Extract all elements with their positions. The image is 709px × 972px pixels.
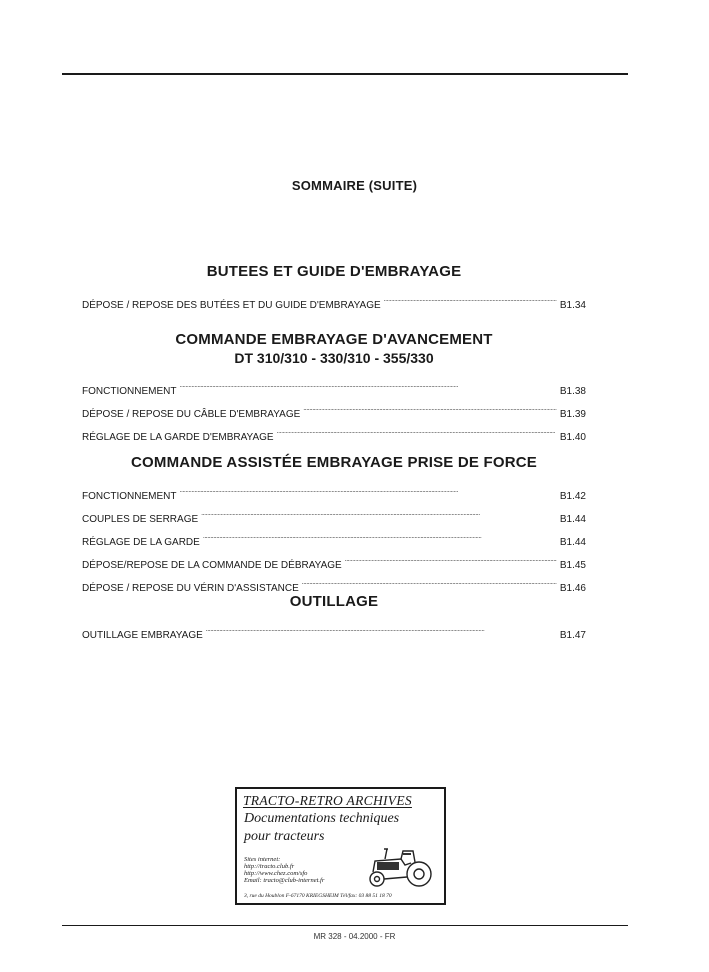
stamp-site-1: http://tracto.club.fr — [244, 863, 295, 870]
toc-entry-page: B1.45 — [559, 560, 586, 571]
toc-entry — [82, 482, 586, 505]
section-title: OUTILLAGE — [289, 593, 379, 610]
dot-leader — [206, 621, 557, 638]
toc-entry-page: B1.44 — [559, 537, 586, 548]
section-butees — [82, 262, 586, 314]
toc-entry — [82, 528, 586, 551]
dot-leader — [345, 551, 557, 568]
toc-list — [82, 377, 586, 446]
toc-list — [82, 621, 586, 644]
stamp-tagline-1: Documentations techniques — [244, 811, 400, 826]
toc-entry — [82, 505, 586, 528]
top-rule — [62, 73, 628, 75]
stamp-brand: TRACTO-RETRO ARCHIVES — [243, 793, 412, 808]
dot-leader — [179, 482, 556, 499]
toc-entry-page: B1.38 — [559, 386, 586, 397]
toc-entry-label: RÉGLAGE DE LA GARDE D'EMBRAYAGE — [82, 432, 274, 443]
dot-leader — [203, 528, 557, 545]
toc-entry-page: B1.46 — [559, 583, 586, 594]
tractor-icon — [359, 845, 439, 889]
stamp-address: 3, rue du Houblon F-67170 KRIEGSHEIM Tél/fax: 03 88 51 18 70 — [244, 893, 392, 899]
toc-list — [82, 482, 586, 597]
toc-entry — [82, 377, 586, 400]
stamp-tagline-2: pour tracteurs — [244, 829, 325, 844]
page-title: SOMMAIRE (SUITE) — [291, 178, 418, 193]
toc-entry-page: B1.42 — [559, 491, 586, 502]
archive-stamp — [235, 787, 446, 905]
stamp-sites-label: Sites internet: — [244, 856, 281, 863]
stamp-site-2: http://www.chez.com/sfo — [244, 870, 308, 877]
toc-entry-label: OUTILLAGE EMBRAYAGE — [82, 630, 203, 641]
toc-entry-page: B1.40 — [559, 432, 586, 443]
toc-entry-label: COUPLES DE SERRAGE — [82, 514, 199, 525]
section-title: BUTEES ET GUIDE D'EMBRAYAGE — [206, 263, 462, 280]
toc-entry-label: DÉPOSE/REPOSE DE LA COMMANDE DE DÉBRAYAGE — [82, 560, 342, 571]
section-subtitle: DT 310/310 - 330/310 - 355/330 — [234, 350, 434, 366]
dot-leader — [302, 574, 557, 591]
toc-list — [82, 291, 586, 314]
toc-entry — [82, 551, 586, 574]
bottom-rule — [62, 925, 628, 926]
toc-entry — [82, 423, 586, 446]
section-commande-avancement — [82, 330, 586, 446]
toc-entry-label: DÉPOSE / REPOSE DU CÂBLE D'EMBRAYAGE — [82, 409, 301, 420]
toc-entry-page: B1.34 — [559, 300, 586, 311]
toc-entry-page: B1.47 — [559, 630, 586, 641]
section-title: COMMANDE EMBRAYAGE D'AVANCEMENT — [175, 331, 493, 348]
toc-entry-label: DÉPOSE / REPOSE DES BUTÉES ET DU GUIDE D'EMBRAYAGE — [82, 300, 381, 311]
section-commande-assistee — [82, 453, 586, 597]
toc-entry-label: FONCTIONNEMENT — [82, 386, 177, 397]
toc-entry — [82, 621, 586, 644]
toc-entry-label: RÉGLAGE DE LA GARDE — [82, 537, 200, 548]
toc-entry-label: FONCTIONNEMENT — [82, 491, 177, 502]
toc-entry — [82, 400, 586, 423]
section-outillage — [82, 592, 586, 644]
toc-entry-label: DÉPOSE / REPOSE DU VÉRIN D'ASSISTANCE — [82, 583, 299, 594]
dot-leader — [201, 505, 557, 522]
dot-leader — [303, 400, 557, 417]
toc-entry-page: B1.44 — [559, 514, 586, 525]
dot-leader — [179, 377, 556, 394]
dot-leader — [384, 291, 557, 308]
toc-entry-page: B1.39 — [559, 409, 586, 420]
stamp-email: Email: tracto@club-internet.fr — [244, 877, 325, 884]
section-title: COMMANDE ASSISTÉE EMBRAYAGE PRISE DE FORCE — [131, 454, 537, 471]
dot-leader — [277, 423, 557, 440]
document-reference: MR 328 - 04.2000 - FR — [313, 932, 396, 941]
toc-entry — [82, 291, 586, 314]
